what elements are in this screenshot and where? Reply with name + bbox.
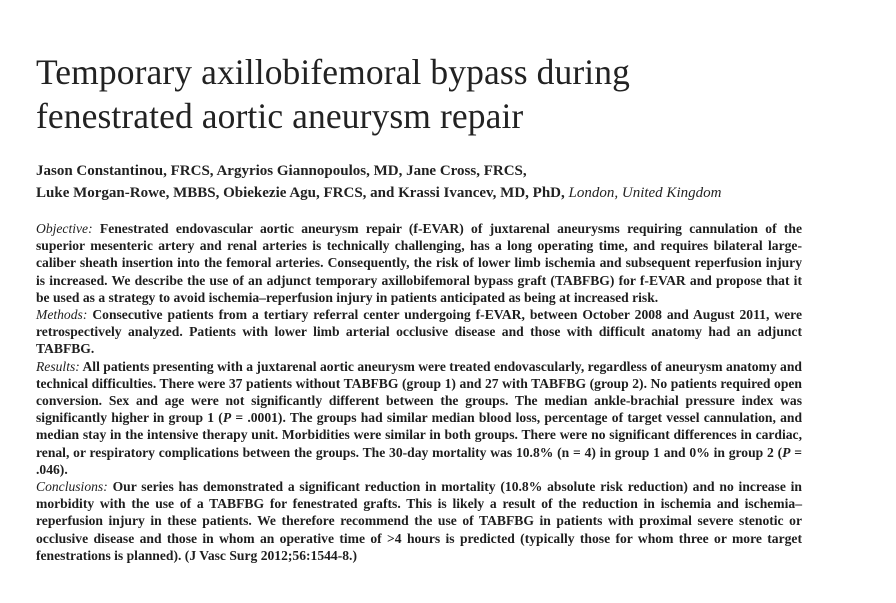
results-text-3: ). [59,461,68,477]
results-label: Results: [36,358,80,374]
conclusions-text: Our series has demonstrated a significant reduction in mortality (10.8% absolute risk reduction) and no increase in morbidity with the use of a TABFBG for fenestrated grafts. This is likely a result of the reduction in ischemia and ischemia–reperfusion injury in these patients. We therefore recommend the use of TABFBG in patients with proximal severe stenotic or occlusive disease and those in whom an operative time of >4 hours is predicted (typically those for whom three or more target fenestrations is planned). [36,479,802,563]
methods-text: Consecutive patients from a tertiary referral center undergoing f-EVAR, between October 2008 and August 2011, were retrospectively analyzed. Patients with lower limb arterial occlusive disease and those with difficult anatomy had an adjunct TABFBG. [36,307,802,357]
conclusions-label: Conclusions: [36,479,108,495]
authors-line-1: Jason Constantinou, FRCS, Argyrios Giannopoulos, MD, Jane Cross, FRCS, [36,163,527,179]
article-title [36,50,836,138]
authors-line-2 [36,182,836,204]
abstract-methods [36,306,802,358]
objective-label: Objective: [36,221,93,236]
article-header [36,50,836,564]
title-line-2: fenestrated aortic aneurysm repair [36,96,524,136]
authors-line-2-names: Luke Morgan-Rowe, MBBS, Obiekezie Agu, FRCS, and Krassi Ivancev, MD, PhD, [36,185,565,201]
abstract-results [36,358,802,478]
objective-text: Fenestrated endovascular aortic aneurysm repair (f-EVAR) of juxtarenal aneurysms requiring cannulation of the superior mesenteric artery and renal arteries is technically challenging, has a long operating time, and requires bilateral large-caliber sheath insertion into the femoral arteries. Consequently, the risk of lower limb ischemia and subsequent reperfusion injury is increased. We describe the use of an adjunct temporary axillobifemoral bypass graft (TABFBG) for f-EVAR and propose that it be used as a strategy to avoid ischemia–reperfusion injury in patients anticipated as being at increased risk. [36,221,802,305]
title-line-1: Temporary axillobifemoral bypass during [36,52,630,92]
p-value-1: = .0001 [231,410,278,426]
abstract-conclusions [36,478,802,564]
results-text-2: ). The groups had similar median blood loss, percentage of target vessel cannulation, and median stay in the intensive therapy unit. Morbidities were similar in both groups. There were no significant differences in cardiac, renal, or respiratory complications between the groups. The 30-day mortality was 10.8% (n = 4) in group 1 and 0% in group 2 ( [36,410,803,460]
p-value-2: = .046 [36,444,802,477]
methods-label: Methods: [36,307,88,323]
results-text-1: All patients presenting with a juxtarenal aortic aneurysm were treated endovascularly, regardless of aneurysm anatomy and technical difficulties. There were 37 patients without TABFBG (group 1) and 27 with TABFBG (group 2). No patients required open conversion. Sex and age were not significantly different between the groups. The median ankle-brachial pressure index was significantly higher in group 1 ( [36,358,802,426]
affiliation: London, United Kingdom [568,185,722,201]
abstract-objective [36,220,802,306]
author-list [36,160,836,204]
citation: (J Vasc Surg 2012;56:1544-8.) [184,547,357,563]
p-value-symbol-2: P [782,444,791,460]
p-value-symbol-1: P [222,410,232,426]
abstract [36,220,802,564]
